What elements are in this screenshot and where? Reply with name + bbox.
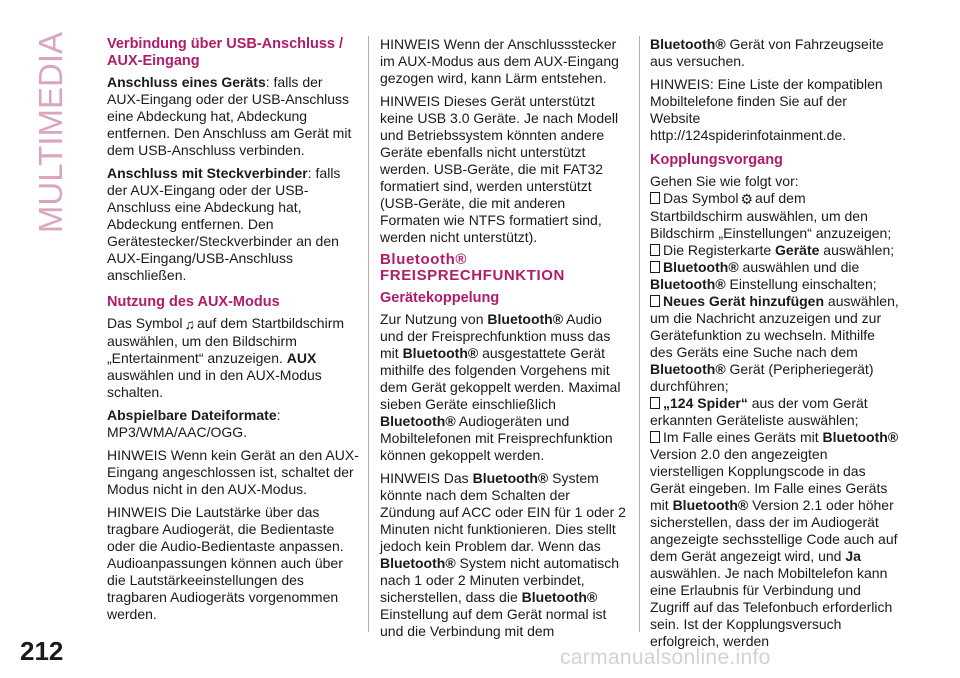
column-1 — [107, 36, 359, 629]
heading-pairing-procedure: Kopplungsvorgang — [650, 152, 783, 168]
checkbox-bullet-icon — [650, 295, 660, 307]
paragraph: Das Symbol ♫ auf dem Startbildschirm auswählen, um den Bildschirm „Entertainment“ anzuzeigen. AUX auswählen und in den AUX-Modus schalten. — [107, 315, 345, 400]
paragraph: Bluetooth® Gerät von Fahrzeugseite aus versuchen. — [650, 36, 884, 69]
paragraph: HINWEIS Wenn kein Gerät an den AUX-Eingang angeschlossen ist, schaltet der Modus nicht in den AUX-Modus. — [107, 447, 359, 497]
page-number: 212 — [20, 636, 64, 666]
music-note-icon: ♫ — [184, 316, 195, 332]
paragraph: Gehen Sie wie folgt vor: — [650, 173, 799, 189]
paragraph: HINWEIS Dieses Gerät unterstützt keine USB 3.0 Geräte. Je nach Modell und Betriebssystem könnten andere Geräte ebenfalls nicht unterstützt werden. USB-Geräte, die mit FAT32 formatiert sind, werden unterstützt (USB-Geräte, die mit anderen Formaten wie NTFS formatiert sind, werden nicht unterstützt). — [380, 93, 619, 245]
paragraph: Zur Nutzung von Bluetooth® Audio und der Freisprechfunktion muss das mit Bluetooth® ausgestattete Gerät mithilfe des folgenden Vorgehens mit dem Gerät gekoppelt werden. Maximal sieben Geräte einschließlich Bluetooth® Audiogeräten und Mobiltelefonen mit Freisprechfunktion können gekoppelt werden. — [380, 311, 621, 463]
heading-device-pairing: Gerätekoppelung — [380, 290, 500, 306]
column-divider — [639, 36, 640, 632]
list-item: Bluetooth® auswählen und die Bluetooth® Einstellung einschalten; — [650, 259, 877, 292]
heading-usb-aux: Verbindung über USB-Anschluss / AUX-Eingang — [107, 36, 344, 69]
paragraph: HINWEIS Das Bluetooth® System könnte nach dem Schalten der Zündung auf ACC oder EIN für 1 oder 2 Minuten nicht funktionieren. Dies stellt jedoch kein Problem dar. Wenn das Bluetooth® System nicht automatisch nach 1 oder 2 Minuten verbindet, sicherstellen, dass die Bluetooth® Einstellung auf dem Gerät normal ist und die Verbindung mit dem — [380, 470, 626, 639]
section-label: MULTIMEDIA — [32, 32, 69, 234]
paragraph: HINWEIS Wenn der Anschlussstecker im AUX-Modus aus dem AUX-Eingang gezogen wird, kann Lärm entstehen. — [380, 36, 619, 86]
checkbox-bullet-icon — [650, 244, 660, 256]
heading-bluetooth-handsfree: Bluetooth® FREISPRECHFUNKTION — [380, 251, 565, 284]
checkbox-bullet-icon — [650, 261, 660, 273]
column-2 — [380, 36, 626, 646]
gear-icon: ⚙ — [740, 191, 754, 207]
column-3 — [650, 36, 900, 650]
list-item: Neues Gerät hinzufügen auswählen, um die Nachricht anzuzeigen und zur Gerätefunktion zu wechseln. Mithilfe des Geräts eine Suche nach dem Bluetooth® Gerät (Peripheriegerät) durchführen; — [650, 293, 899, 394]
checkbox-bullet-icon — [650, 397, 660, 409]
paragraph: HINWEIS: Eine Liste der kompatiblen Mobiltelefone finden Sie auf der Website http://124spiderinfotainment.de. — [650, 76, 883, 143]
paragraph: Anschluss mit Steckverbinder: falls der AUX-Eingang oder der USB-Anschluss eine Abdeckung hat, Abdeckung entfernen. Den Gerätestecker/Steckverbinder an den AUX-Eingang/USB-Anschluss anschließen. — [107, 165, 341, 283]
paragraph: Abspielbare Dateiformate: MP3/WMA/AAC/OGG. — [107, 407, 281, 440]
heading-aux-mode: Nutzung des AUX-Modus — [107, 294, 280, 310]
checkbox-bullet-icon — [650, 431, 660, 443]
paragraph: HINWEIS Die Lautstärke über das tragbare Audiogerät, die Bedientaste oder die Audio-Bedientaste anpassen. Audioanpassungen können auch über die Lautstärkeeinstellungen des tragbaren Audiogeräts vorgenommen werden. — [107, 504, 344, 622]
column-divider — [368, 36, 369, 632]
checkbox-bullet-icon — [650, 192, 660, 204]
list-item: Das Symbol ⚙ auf dem Startbildschirm auswählen, um den Bildschirm „Einstellungen“ anzuzeigen; — [650, 190, 892, 241]
watermark: carmanualsonline.info — [560, 646, 771, 669]
paragraph: Anschluss eines Geräts: falls der AUX-Eingang oder der USB-Anschluss eine Abdeckung hat, Abdeckung entfernen. Den Anschluss am Gerät mit dem USB-Anschluss verbinden. — [107, 74, 352, 158]
list-item: „124 Spider“ aus der vom Gerät erkannten Geräteliste auswählen; — [650, 395, 868, 428]
list-item: Im Falle eines Geräts mit Bluetooth® Version 2.0 den angezeigten vierstelligen Kopplungscode in das Gerät eingeben. Im Falle eines Geräts mit Bluetooth® Version 2.1 oder höher sicherstellen, dass der im Audiogerät angezeigte sechsstellige Code auch auf dem Gerät angezeigt wird, und Ja auswählen. Je nach Mobiltelefon kann eine Erlaubnis für Verbindung und Zugriff auf das Telefonbuch erforderlich sein. Ist der Kopplungsversuch erfolgreich, werden — [650, 429, 899, 649]
list-item: Die Registerkarte Geräte auswählen; — [650, 242, 900, 259]
